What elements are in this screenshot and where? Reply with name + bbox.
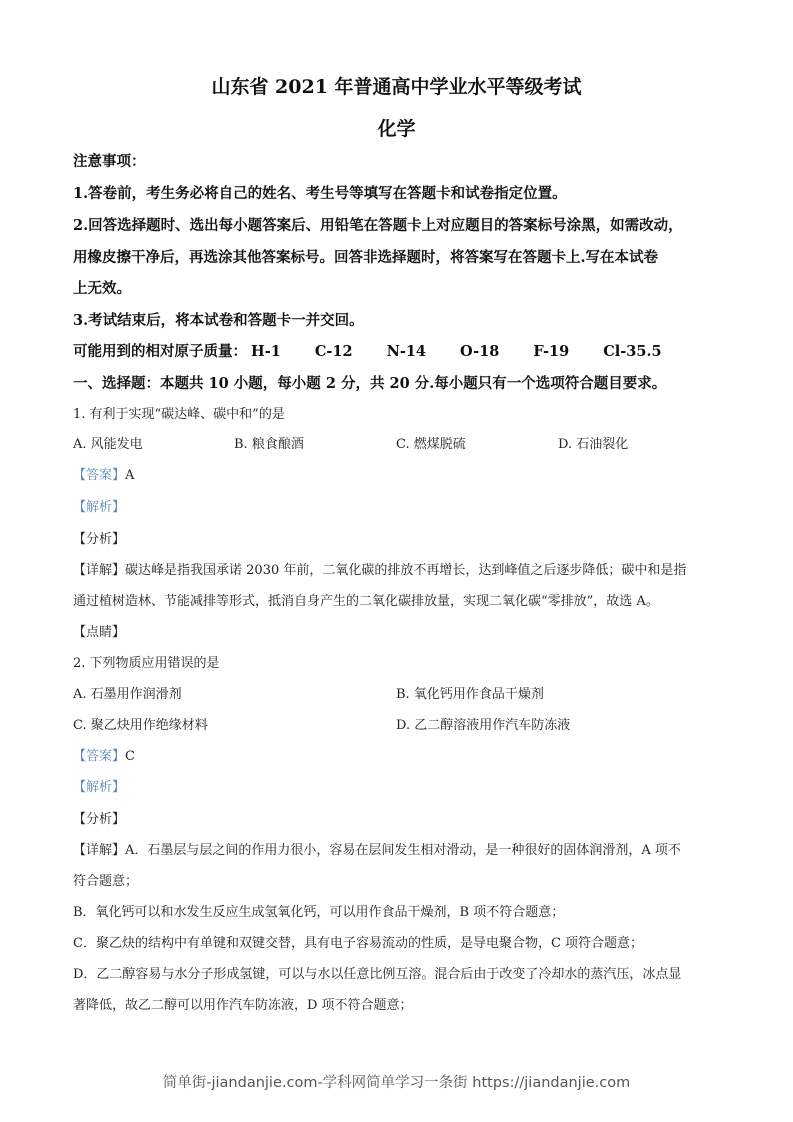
question-2-detail-line-1: 【详解】A．石墨层与层之间的作用力很小，容易在层间发生相对滑动，是一种很好的固体润滑剂，A 项不 xyxy=(73,843,681,858)
note-item-3: 3.考试结束后，将本试卷和答题卡一并交回。 xyxy=(73,312,364,329)
question-1-dianjing-tag: 【点睛】 xyxy=(73,625,126,640)
question-1-detail-line-2: 通过植树造林、节能减排等形式，抵消自身产生的二氧化碳排放量，实现二氧化碳“零排放”，故选 A。 xyxy=(73,594,659,609)
atomic-mass-h: H-1 xyxy=(251,343,281,360)
question-1-stem: 1. 有利于实现“碳达峰、碳中和”的是 xyxy=(73,407,285,422)
question-1-option-d: D. 石油裂化 xyxy=(558,437,629,452)
note-item-2-line-2: 用橡皮擦干净后，再选涂其他答案标号。回答非选择题时，将答案写在答题卡上.写在本试卷 xyxy=(73,249,659,266)
exam-title: 山东省 2021 年普通高中学业水平等级考试 xyxy=(211,76,582,98)
atomic-mass-cl: Cl-35.5 xyxy=(603,343,662,360)
note-item-1: 1.答卷前，考生务必将自己的姓名、考生号等填写在答题卡和试卷指定位置。 xyxy=(73,185,567,202)
notes-heading: 注意事项： xyxy=(73,153,146,170)
question-2-detail-line-6: 著降低，故乙二醇可以用作汽车防冻液，D 项不符合题意； xyxy=(73,998,413,1013)
section-1-heading: 一、选择题：本题共 10 小题，每小题 2 分，共 20 分.每小题只有一个选项符合题目要求。 xyxy=(73,375,667,392)
question-1-option-b: B. 粮食酿酒 xyxy=(234,437,304,452)
question-1-option-c: C. 燃煤脱硫 xyxy=(396,437,466,452)
note-item-2-line-1: 2.回答选择题时、选出每小题答案后、用铅笔在答题卡上对应题目的答案标号涂黑，如需改动， xyxy=(73,217,683,234)
atomic-mass-o: O-18 xyxy=(460,343,500,360)
question-2-option-b: B. 氧化钙用作食品干燥剂 xyxy=(396,687,544,702)
question-1-option-a: A. 风能发电 xyxy=(73,437,143,452)
atomic-masses-label: 可能用到的相对原子质量： xyxy=(73,343,247,360)
atomic-mass-c: C-12 xyxy=(314,343,353,360)
answer-value: A xyxy=(125,468,135,483)
atomic-masses xyxy=(73,340,696,361)
question-2-detail-line-4: C．聚乙炔的结构中有单键和双键交替，具有电子容易流动的性质，是导电聚合物，C 项符合题意； xyxy=(73,936,644,951)
question-1-fenxi-tag: 【分析】 xyxy=(73,532,126,547)
question-2-detail-line-5: D．乙二醇容易与水分子形成氢键，可以与水以任意比例互溶。混合后由于改变了冷却水的蒸汽压，冰点显 xyxy=(73,967,682,982)
answer-value: C xyxy=(125,749,135,764)
footer-watermark: 简单街-jiandanjie.com-学科网简单学习一条街 https://jiandanjie.com xyxy=(162,1075,631,1091)
detail-tag: 【详解】 xyxy=(73,563,126,578)
question-1-analysis-tag: 【解析】 xyxy=(73,500,126,515)
answer-tag: 【答案】 xyxy=(73,749,126,764)
detail-tag: 【详解】 xyxy=(73,843,126,858)
note-item-2-line-3: 上无效。 xyxy=(73,280,131,297)
question-2-option-a: A. 石墨用作润滑剂 xyxy=(73,687,182,702)
question-2-option-d: D. 乙二醇溶液用作汽车防冻液 xyxy=(396,718,571,733)
question-2-fenxi-tag: 【分析】 xyxy=(73,812,126,827)
question-2-detail-line-3: B．氧化钙可以和水发生反应生成氢氧化钙，可以用作食品干燥剂，B 项不符合题意； xyxy=(73,905,565,920)
atomic-mass-n: N-14 xyxy=(386,343,427,360)
subject-title: 化学 xyxy=(377,118,416,140)
question-2-stem: 2. 下列物质应用错误的是 xyxy=(73,656,220,671)
question-1-answer xyxy=(73,464,134,483)
atomic-mass-f: F-19 xyxy=(533,343,570,360)
question-2-detail-line-2: 符合题意； xyxy=(73,874,139,889)
question-1-detail-line-1: 【详解】碳达峰是指我国承诺 2030 年前，二氧化碳的排放不再增长，达到峰值之后逐步降低；碳中和是指 xyxy=(73,563,687,578)
answer-tag: 【答案】 xyxy=(73,468,126,483)
question-2-option-c: C. 聚乙炔用作绝缘材料 xyxy=(73,718,208,733)
question-2-answer xyxy=(73,745,135,764)
question-2-analysis-tag: 【解析】 xyxy=(73,780,126,795)
